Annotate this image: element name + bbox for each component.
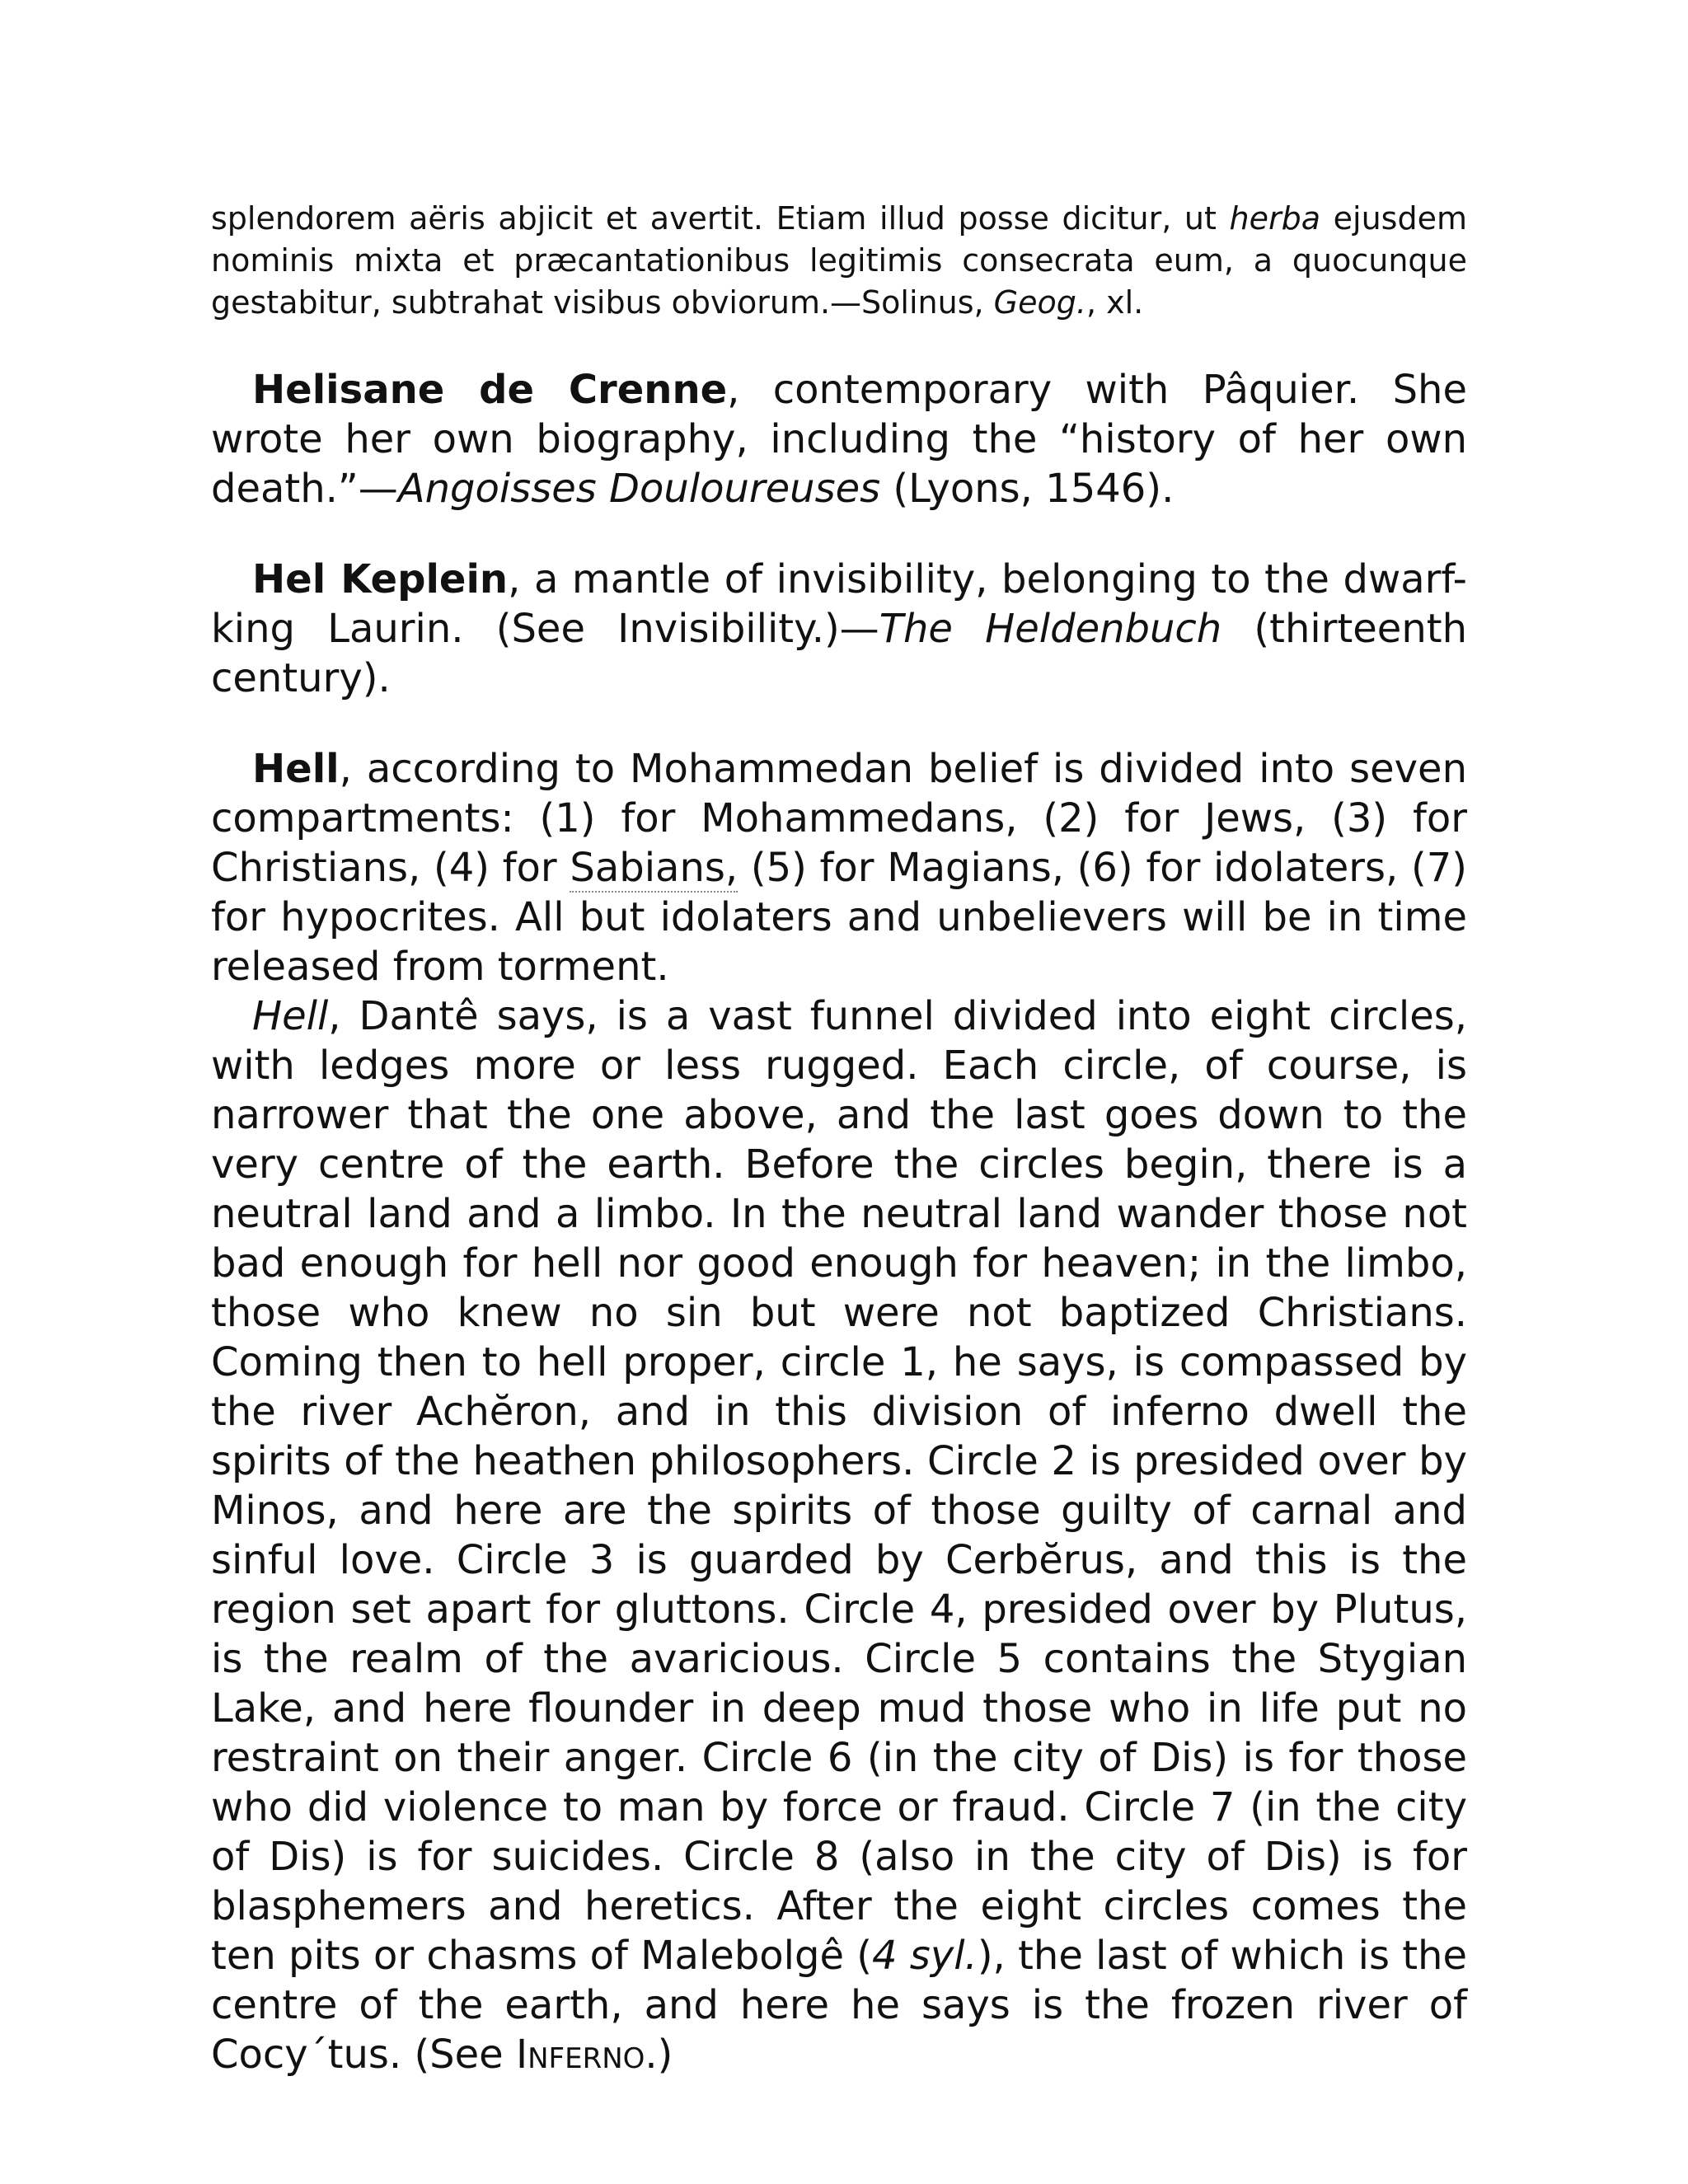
headword-hel-keplein: Hel Keplein [252, 556, 509, 602]
herba-italic: herba [1229, 200, 1321, 237]
page-body [211, 198, 1467, 2079]
hell-italic: Hell [252, 993, 329, 1039]
headword-helisane: Helisane de Crenne [252, 367, 728, 413]
footnote-solinus: splendorem aëris abjicit et avertit. Etiam illud posse dicitur, ut herba ejusdem nominis mixta et præcantationibus legitimis consecrata eum, a quocunque gestabitur, subtrahat visibus obviorum.—Solinus, Geog., xl. [211, 200, 1467, 321]
entry-hell: Hell, according to Mohammedan belief is divided into seven compartments: (1) for Mohammedans, (2) for Jews, (3) for Christians, (4) for Sabians, (5) for Magians, (6) for idolaters, (7) for hypocrites. All but idolaters and unbelievers will be in time released from torment. [211, 746, 1467, 990]
inferno-reference: Inferno [515, 2032, 645, 2078]
entry-hel-keplein: Hel Keplein, a mantle of invisibility, belonging to the dwarf-king Laurin. (See Invisibility.)—The Heldenbuch (thirteenth century). [211, 556, 1468, 701]
syl-italic: 4 syl. [872, 1933, 978, 1979]
geog-italic: Geog. [993, 284, 1086, 321]
headword-hell: Hell [252, 746, 340, 792]
entry-hell-dante: Hell, Dantê says, is a vast funnel divided into eight circles, with ledges more or less rugged. Each circle, of course, is narrower that the one above, and the last goes down to the very centre of the earth. Before the circles begin, there is a neutral land and a limbo. In the neutral land wander those not bad enough for hell nor good enough for heaven; in the limbo, those who knew no sin but were not baptized Christians. Coming then to hell proper, circle 1, he says, is compassed by the river Achĕron, and in this division of inferno dwell the spirits of the heathen philosophers. Circle 2 is presided over by Minos, and here are the spirits of those guilty of carnal and sinful love. Circle 3 is guarded by Cerbĕrus, and this is the region set apart for gluttons. Circle 4, presided over by Plutus, is the realm of the avaricious. Circle 5 contains the Stygian Lake, and here flounder in deep mud those who in life put no restraint on their anger. Circle 6 (in the city of Dis) is for those who did violence to man by force or fraud. Circle 7 (in the city of Dis) is for suicides. Circle 8 (also in the city of Dis) is for blasphemers and heretics. After the eight circles comes the ten pits or chasms of Malebolgê (4 syl.), the last of which is the centre of the earth, and here he says is the frozen river of Cocy´tus. (See Inferno.) [211, 993, 1468, 2078]
entry-helisane-de-crenne: Helisane de Crenne, contemporary with Pâquier. She wrote her own biography, including the “history of her own death.”—Angoisses Douloureuses (Lyons, 1546). [211, 367, 1467, 512]
sabians-link[interactable]: Sabians, [570, 845, 738, 891]
title-angoisses: Angoisses Douloureuses [397, 466, 881, 512]
title-heldenbuch: The Heldenbuch [879, 606, 1222, 652]
